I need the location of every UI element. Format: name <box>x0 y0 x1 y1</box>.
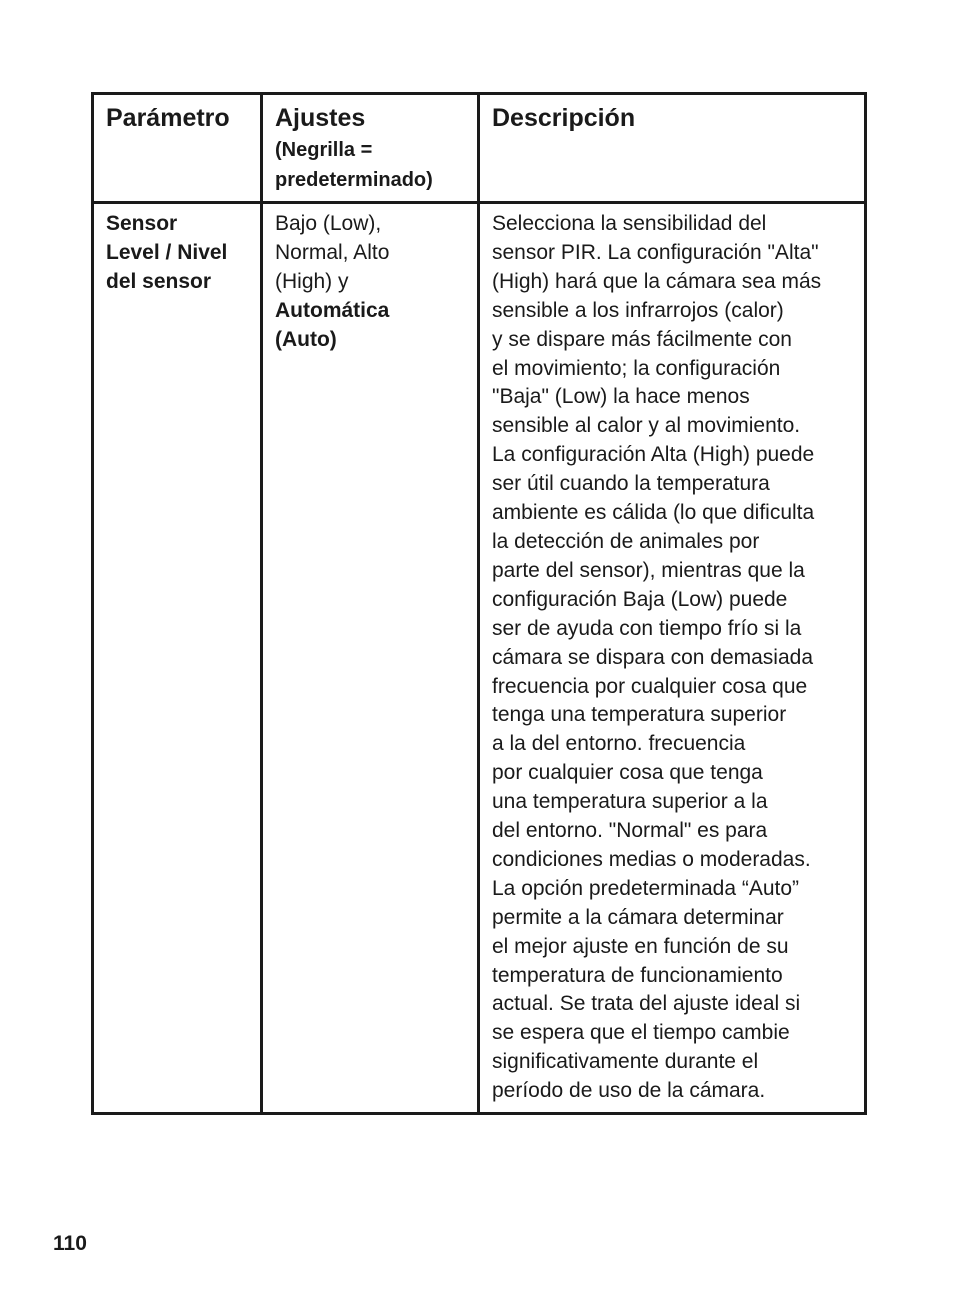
description-line: sensible al calor y al movimiento. <box>492 414 801 438</box>
parameter-name-line: del sensor <box>106 269 212 293</box>
description-line: ser de ayuda con tiempo frío si la <box>492 616 802 640</box>
settings-default-option: (Auto) <box>275 327 337 351</box>
description-line: significativamente durante el <box>492 1050 759 1074</box>
description-line: período de uso de la cámara. <box>492 1079 766 1103</box>
description-line: (High) hará que la cámara sea más <box>492 269 822 293</box>
description-line: parte del sensor), mientras que la <box>492 558 805 582</box>
description-line: La opción predeterminada “Auto” <box>492 876 800 900</box>
parameter-name-line: Level / Nivel <box>106 240 228 264</box>
description-line: la detección de animales por <box>492 529 760 553</box>
header-settings <box>262 94 479 203</box>
description-line: sensible a los infrarrojos (calor) <box>492 298 784 322</box>
header-settings-label: Ajustes <box>275 104 366 132</box>
header-description <box>479 94 866 203</box>
description-line: ambiente es cálida (lo que dificulta <box>492 501 815 525</box>
table-row <box>93 203 866 1114</box>
header-settings-note-line2: predeterminado) <box>275 169 433 191</box>
table-header-row <box>93 94 866 203</box>
parameter-name-line: Sensor <box>106 212 178 235</box>
description-line: del entorno. "Normal" es para <box>492 819 768 843</box>
description-line: condiciones medias o moderadas. <box>492 847 811 871</box>
parameter-table <box>91 92 867 1115</box>
description-line: por cualquier cosa que tenga <box>492 761 763 785</box>
description-line: cámara se dispara con demasiada <box>492 645 814 669</box>
description-line: sensor PIR. La configuración "Alta" <box>492 240 819 264</box>
description-line: el mejor ajuste en función de su <box>492 934 789 958</box>
settings-default-option: Automática <box>275 298 390 322</box>
header-parameter-label: Parámetro <box>106 104 230 132</box>
description-line: se espera que el tiempo cambie <box>492 1021 790 1045</box>
description-line: ser útil cuando la temperatura <box>492 472 770 496</box>
description-line: actual. Se trata del ajuste ideal si <box>492 992 801 1016</box>
description-line: configuración Baja (Low) puede <box>492 587 788 611</box>
description-line: una temperatura superior a la <box>492 790 768 814</box>
header-description-label: Descripción <box>492 104 636 132</box>
description-line: el movimiento; la configuración <box>492 356 781 380</box>
settings-option-line: Bajo (Low), <box>275 212 382 235</box>
description-line: La configuración Alta (High) puede <box>492 443 815 467</box>
description-line: temperatura de funcionamiento <box>492 963 783 987</box>
description-line: Selecciona la sensibilidad del <box>492 212 767 235</box>
parameter-cell <box>93 203 262 1114</box>
header-settings-note-line1: (Negrilla = <box>275 139 373 161</box>
description-line: permite a la cámara determinar <box>492 905 784 929</box>
settings-option-line: Normal, Alto <box>275 240 390 264</box>
settings-option-line: (High) y <box>275 269 349 293</box>
description-line: tenga una temperatura superior <box>492 703 787 727</box>
description-line: y se dispare más fácilmente con <box>492 327 792 351</box>
settings-cell <box>262 203 479 1114</box>
description-line: a la del entorno. frecuencia <box>492 732 746 756</box>
description-cell <box>479 203 866 1114</box>
page-number: 110 <box>53 1232 87 1255</box>
description-line: frecuencia por cualquier cosa que <box>492 674 808 698</box>
description-line: "Baja" (Low) la hace menos <box>492 385 750 409</box>
header-parameter <box>93 94 262 203</box>
